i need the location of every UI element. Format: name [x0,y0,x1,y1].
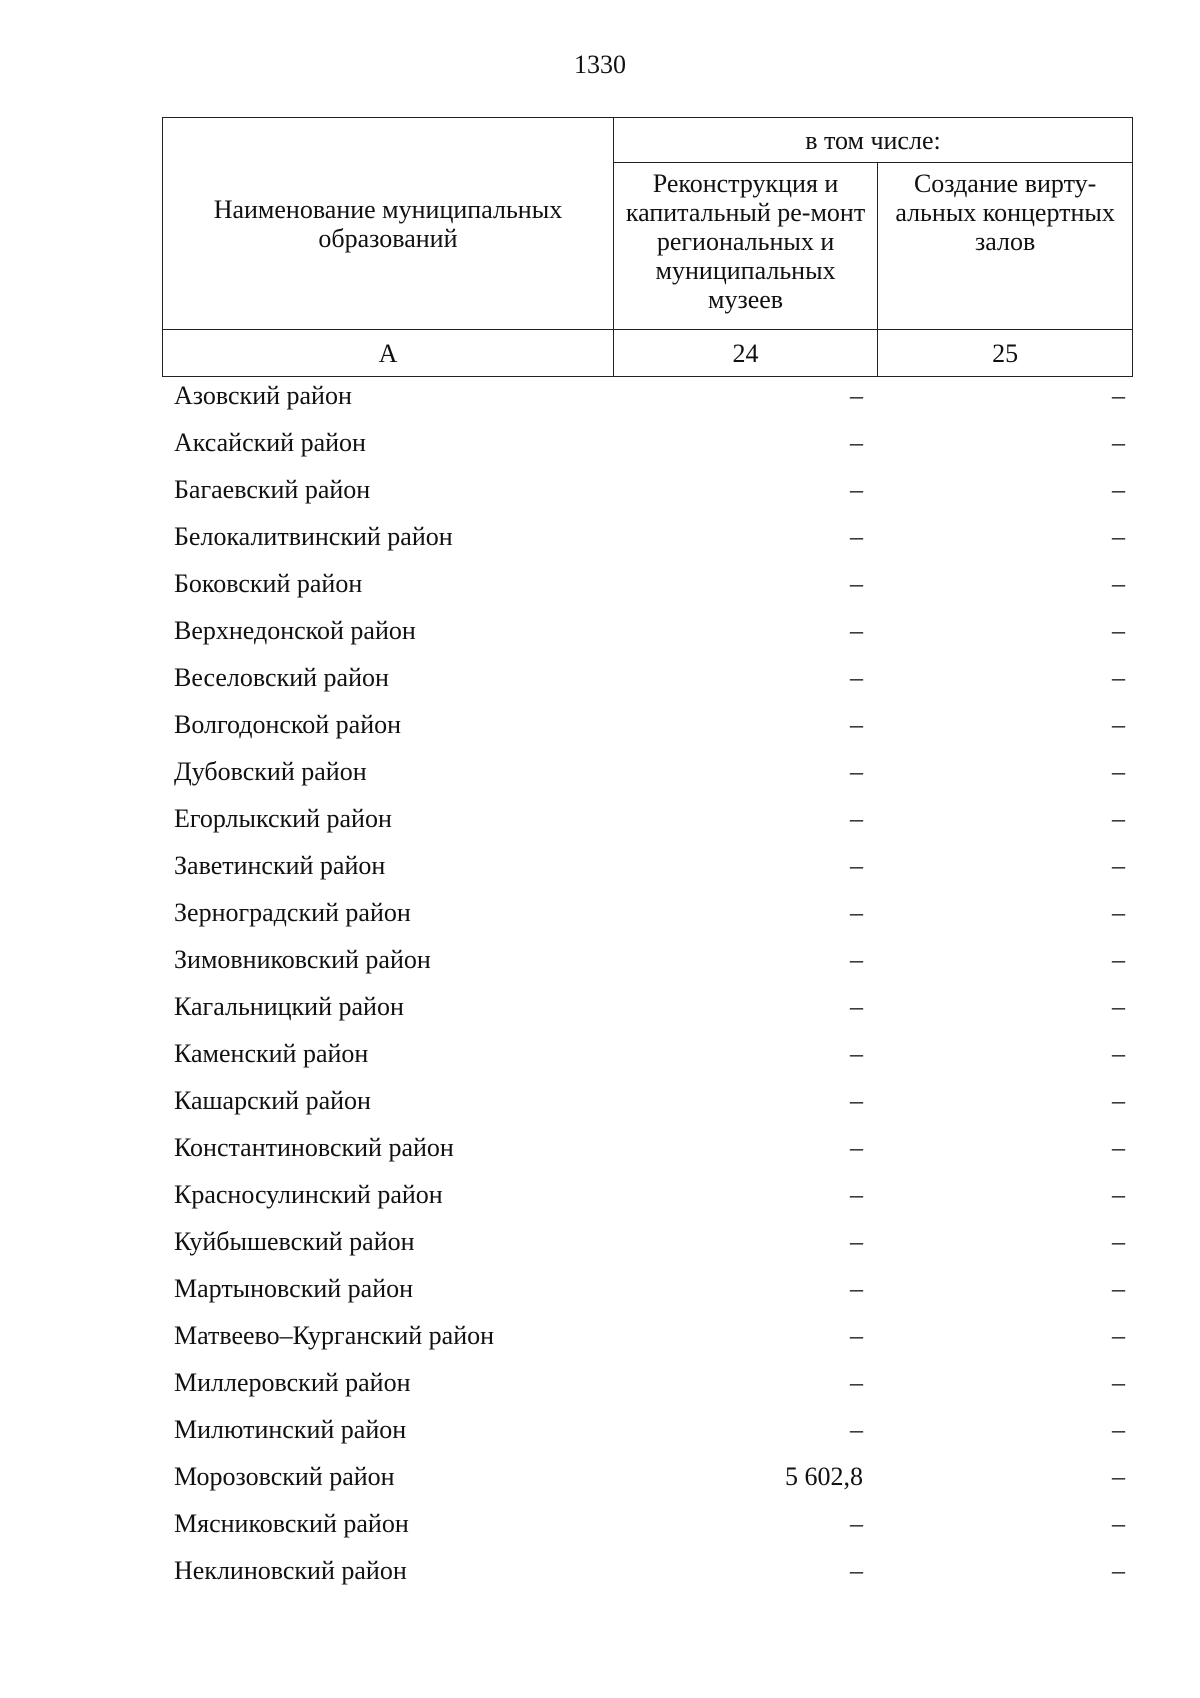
table-row [162,607,1133,654]
row-name: Кашарский район [174,1086,371,1115]
row-name: Морозовский район [174,1462,395,1491]
row-name: Заветинский район [174,851,386,880]
row-value-24: – [850,1039,863,1068]
table-row [162,372,1133,419]
row-value-25: – [1112,1368,1125,1397]
table-row [162,795,1133,842]
row-name: Кагальницкий район [174,992,404,1021]
row-value-24: – [850,616,863,645]
table-row [162,1171,1133,1218]
row-value-24: – [850,381,863,410]
table-row [162,1077,1133,1124]
row-name: Аксайский район [174,428,366,457]
row-name: Дубовский район [174,757,367,786]
header-group-including: в том числе: [613,118,1132,163]
header-col-25-number: 25 [878,330,1133,377]
row-value-24: – [850,992,863,1021]
row-name: Зимовниковский район [174,945,431,974]
row-value-25: – [1112,851,1125,880]
row-name: Азовский район [174,381,352,410]
row-value-25: – [1112,663,1125,692]
row-name: Волгодонской район [174,710,402,739]
table-row [162,889,1133,936]
row-value-25: – [1112,804,1125,833]
row-value-25: – [1112,475,1125,504]
table-row [162,1406,1133,1453]
row-value-25: – [1112,1415,1125,1444]
row-value-25: – [1112,1180,1125,1209]
row-name: Каменский район [174,1039,369,1068]
row-value-24: – [850,757,863,786]
row-value-25: – [1112,757,1125,786]
table-row [162,1312,1133,1359]
row-value-24: – [850,1556,863,1585]
row-value-25: – [1112,1086,1125,1115]
row-value-24: – [850,1368,863,1397]
table-row [162,1547,1133,1594]
row-value-24: – [850,522,863,551]
row-value-24: – [850,1133,863,1162]
row-value-25: – [1112,945,1125,974]
table-row [162,842,1133,889]
row-name: Зерноградский район [174,898,411,927]
table-row [162,1453,1133,1500]
row-value-25: – [1112,1556,1125,1585]
row-name: Верхнедонской район [174,616,416,645]
row-value-25: – [1112,992,1125,1021]
row-value-24: – [850,851,863,880]
row-name: Мясниковский район [174,1509,409,1538]
row-name: Миллеровский район [174,1368,411,1397]
row-value-24: – [850,898,863,927]
row-value-25: – [1112,1462,1125,1491]
header-col-25-title: Создание вирту-альных концертных залов [878,163,1133,330]
table-row [162,419,1133,466]
row-name: Белокалитвинский район [174,522,453,551]
table-row [162,466,1133,513]
page-number: 1330 [574,50,626,79]
row-value-25: – [1112,1509,1125,1538]
row-value-24: – [850,663,863,692]
row-name: Егорлыкский район [174,804,392,833]
row-value-24: 5 602,8 [785,1462,863,1491]
row-value-25: – [1112,1274,1125,1303]
row-value-25: – [1112,1227,1125,1256]
header-col-a-number: А [163,330,614,377]
table-row [162,983,1133,1030]
row-value-25: – [1112,522,1125,551]
row-value-25: – [1112,1321,1125,1350]
header-col-24-number: 24 [613,330,877,377]
row-name: Матвеево–Курганский район [174,1321,495,1350]
row-name: Милютинский район [174,1415,407,1444]
table-row [162,701,1133,748]
table-row [162,1359,1133,1406]
header-name-column: Наименование муниципальных образований [163,118,614,330]
row-value-25: – [1112,569,1125,598]
row-name: Веселовский район [174,663,389,692]
row-name: Константиновский район [174,1133,454,1162]
header-col-24-title: Реконструкция и капитальный ре-монт региональных и муниципальных музеев [613,163,877,330]
row-name: Боковский район [174,569,363,598]
row-value-24: – [850,475,863,504]
row-value-25: – [1112,1133,1125,1162]
row-name: Неклиновский район [174,1556,407,1585]
table-row [162,560,1133,607]
row-value-25: – [1112,710,1125,739]
row-name: Мартыновский район [174,1274,414,1303]
row-name: Красносулинский район [174,1180,443,1209]
row-value-24: – [850,1509,863,1538]
row-value-25: – [1112,428,1125,457]
row-value-25: – [1112,381,1125,410]
row-value-25: – [1112,1039,1125,1068]
row-value-24: – [850,1227,863,1256]
row-value-24: – [850,710,863,739]
table-header [162,117,1133,377]
table-row [162,748,1133,795]
table-row [162,936,1133,983]
row-value-24: – [850,1321,863,1350]
table-row [162,1265,1133,1312]
row-value-24: – [850,1415,863,1444]
row-name: Куйбышевский район [174,1227,415,1256]
row-value-25: – [1112,616,1125,645]
row-value-24: – [850,1086,863,1115]
row-value-24: – [850,1274,863,1303]
row-value-24: – [850,428,863,457]
row-value-25: – [1112,898,1125,927]
row-value-24: – [850,1180,863,1209]
table-row [162,513,1133,560]
table-row [162,1500,1133,1547]
table-row [162,1030,1133,1077]
table-row [162,1218,1133,1265]
row-name: Багаевский район [174,475,371,504]
row-value-24: – [850,945,863,974]
row-value-24: – [850,804,863,833]
row-value-24: – [850,569,863,598]
table-body [162,372,1133,1594]
table-row [162,1124,1133,1171]
table-row [162,654,1133,701]
